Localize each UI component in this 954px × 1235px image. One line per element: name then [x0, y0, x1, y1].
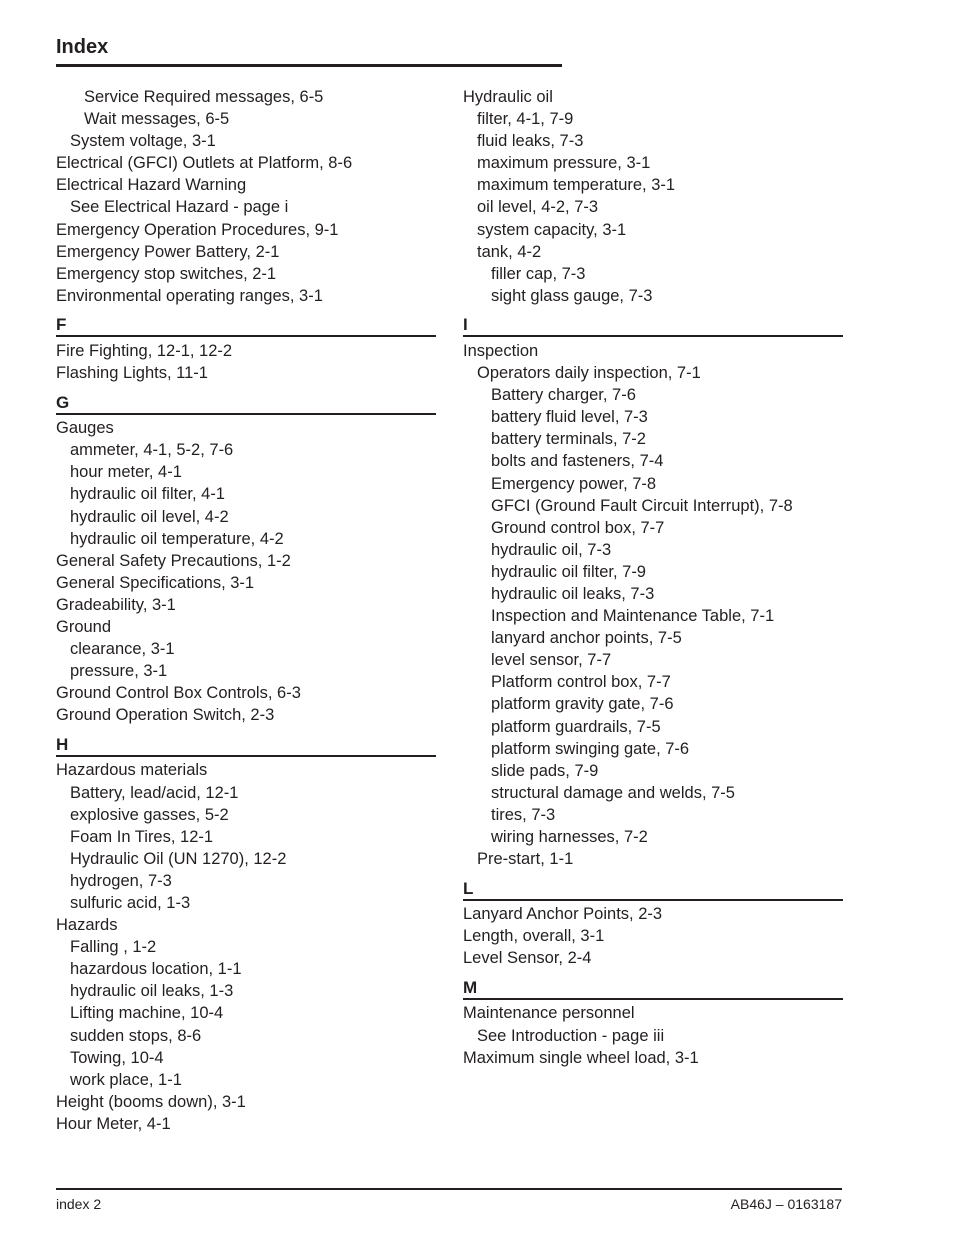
index-entry: Length, overall, 3-1: [463, 927, 605, 946]
index-entry: filler cap, 7-3: [491, 264, 586, 283]
index-entry: maximum pressure, 3-1: [477, 154, 651, 173]
index-entry: explosive gasses, 5-2: [70, 805, 229, 824]
index-entry: work place, 1-1: [70, 1070, 182, 1089]
index-entry: filter, 4-1, 7-9: [477, 110, 574, 129]
index-entry: hazardous location, 1-1: [70, 960, 242, 979]
section-letter: F: [56, 315, 436, 337]
page-title: Index: [56, 36, 109, 58]
index-entry: sulfuric acid, 1-3: [70, 894, 191, 912]
index-entry: hydraulic oil, 7-3: [491, 540, 612, 559]
index-entry: Pre-start, 1-1: [477, 850, 574, 869]
index-entry: Electrical (GFCI) Outlets at Platform, 8-6: [56, 154, 353, 173]
index-entry: General Specifications, 3-1: [56, 573, 255, 592]
index-entry: Lifting machine, 10-4: [70, 1004, 224, 1023]
index-left-column: [56, 86, 436, 1135]
index-entry: Flashing Lights, 11-1: [56, 364, 208, 383]
index-entry: oil level, 4-2, 7-3: [477, 198, 599, 217]
index-entry: Level Sensor, 2-4: [463, 949, 592, 968]
index-entry: platform guardrails, 7-5: [491, 717, 661, 736]
index-entry: Falling , 1-2: [70, 938, 157, 957]
index-entry: bolts and fasteners, 7-4: [491, 452, 664, 471]
index-entry: Hazardous materials: [56, 761, 208, 780]
index-entry: tires, 7-3: [491, 805, 556, 824]
index-entry: Ground: [56, 617, 112, 636]
index-entry: Emergency Operation Procedures, 9-1: [56, 220, 339, 239]
index-entry: system capacity, 3-1: [477, 220, 627, 239]
index-entry: Fire Fighting, 12-1, 12-2: [56, 341, 233, 360]
index-entry: fluid leaks, 7-3: [477, 132, 584, 151]
index-entry: Towing, 10-4: [70, 1048, 164, 1067]
index-entry: battery terminals, 7-2: [491, 430, 646, 449]
section-letter: H: [56, 735, 436, 757]
index-entry: Lanyard Anchor Points, 2-3: [463, 905, 663, 924]
index-entry: Service Required messages, 6-5: [84, 88, 324, 106]
index-entry: structural damage and welds, 7-5: [491, 783, 735, 802]
index-entry: Platform control box, 7-7: [491, 673, 671, 692]
index-entry: Hydraulic oil: [463, 88, 553, 106]
index-entry: hydraulic oil temperature, 4-2: [70, 529, 284, 548]
index-entry: hydraulic oil level, 4-2: [70, 507, 229, 526]
section-letter: G: [56, 393, 436, 415]
index-section: [56, 735, 436, 1135]
index-entry: hydraulic oil filter, 7-9: [491, 562, 646, 581]
index-entry: slide pads, 7-9: [491, 761, 599, 780]
index-entry: tank, 4-2: [477, 242, 542, 261]
index-entry: Electrical Hazard Warning: [56, 176, 247, 195]
index-entry: Emergency Power Battery, 2-1: [56, 242, 280, 261]
index-section: [463, 879, 843, 970]
index-entry: ammeter, 4-1, 5-2, 7-6: [70, 441, 234, 460]
index-entry: Hydraulic Oil (UN 1270), 12-2: [70, 849, 287, 868]
index-entry: sight glass gauge, 7-3: [491, 286, 653, 305]
index-entry: Wait messages, 6-5: [84, 110, 230, 129]
index-entry: Emergency stop switches, 2-1: [56, 264, 277, 283]
index-entry: Inspection: [463, 341, 539, 360]
index-section: [56, 393, 436, 727]
index-entry: Battery charger, 7-6: [491, 386, 636, 405]
index-entry: Gradeability, 3-1: [56, 595, 176, 614]
index-entry: Gauges: [56, 419, 114, 438]
index-entry: hydraulic oil filter, 4-1: [70, 485, 225, 504]
index-entry: Hazards: [56, 916, 118, 935]
index-entry: hydrogen, 7-3: [70, 871, 172, 890]
index-entry: level sensor, 7-7: [491, 651, 612, 670]
index-entry: sudden stops, 8-6: [70, 1026, 202, 1045]
index-entry: General Safety Precautions, 1-2: [56, 551, 291, 570]
index-entry: wiring harnesses, 7-2: [491, 828, 648, 846]
index-entry: clearance, 3-1: [70, 640, 175, 659]
index-section: [463, 978, 843, 1069]
index-entry: maximum temperature, 3-1: [477, 176, 676, 195]
index-entry: GFCI (Ground Fault Circuit Interrupt), 7-8: [491, 496, 793, 515]
index-entry: hydraulic oil leaks, 1-3: [70, 982, 234, 1001]
index-section: [463, 315, 843, 870]
index-entry: See Electrical Hazard - page i: [70, 198, 289, 217]
index-entry: platform gravity gate, 7-6: [491, 695, 674, 714]
index-entry: battery fluid level, 7-3: [491, 408, 648, 427]
index-entry: Ground Operation Switch, 2-3: [56, 706, 275, 725]
section-letter: M: [463, 978, 843, 1000]
index-entry: pressure, 3-1: [70, 662, 168, 681]
index-right-column: [463, 86, 843, 1069]
index-entry: lanyard anchor points, 7-5: [491, 629, 682, 648]
footer-doc-id: AB46J – 0163187: [730, 1196, 842, 1212]
index-entry: hydraulic oil leaks, 7-3: [491, 584, 655, 603]
section-letter: I: [463, 315, 843, 337]
footer-rule: [56, 1188, 842, 1190]
index-entry: hour meter, 4-1: [70, 463, 182, 482]
index-entry: platform swinging gate, 7-6: [491, 739, 690, 758]
index-entry: Maximum single wheel load, 3-1: [463, 1048, 699, 1067]
index-entry: Operators daily inspection, 7-1: [477, 364, 701, 383]
index-entry: Emergency power, 7-8: [491, 474, 657, 493]
index-entry: System voltage, 3-1: [70, 132, 216, 151]
footer-page-label: index 2: [56, 1196, 102, 1212]
title-rule: [56, 64, 562, 67]
index-entry: Battery, lead/acid, 12-1: [70, 783, 239, 802]
index-entry: Hour Meter, 4-1: [56, 1114, 171, 1133]
index-entry: Foam In Tires, 12-1: [70, 827, 214, 846]
index-entry: Height (booms down), 3-1: [56, 1092, 246, 1111]
index-section: [56, 315, 436, 384]
index-entry: See Introduction - page iii: [477, 1026, 665, 1045]
index-entry: Environmental operating ranges, 3-1: [56, 286, 323, 305]
index-entry: Ground Control Box Controls, 6-3: [56, 684, 301, 703]
index-entry: Ground control box, 7-7: [491, 518, 665, 537]
index-entry: Inspection and Maintenance Table, 7-1: [491, 607, 775, 626]
index-entry: Maintenance personnel: [463, 1004, 635, 1023]
section-letter: L: [463, 879, 843, 901]
